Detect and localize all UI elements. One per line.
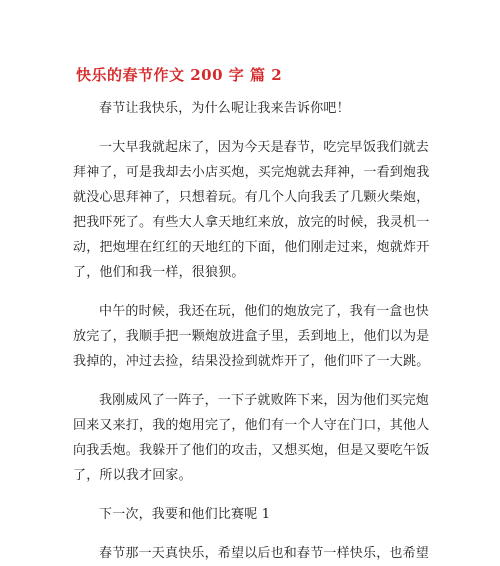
text-line: 拜神了，可是我却去小店买炮，买完炮就去拜神，一看到炮我 (73, 165, 430, 180)
text-line: 中午的时候，我还在玩，他们的炮放完了，我有一盒也快 (99, 304, 430, 319)
text-line: 放完了，我顺手把一颗炮放进盒子里，丢到地上，他们以为是 (73, 329, 430, 344)
text-line: 回来又来打，我的炮用完了，他们有一个人守在门口，其他人 (73, 418, 430, 433)
paragraph (73, 388, 429, 488)
text-line: 动，把炮埋在红红的天地红的下面，他们刚走过来，炮就炸开 (73, 240, 430, 255)
paragraph (73, 502, 429, 527)
paragraph (73, 96, 429, 121)
text-line: 就没心思拜神了，只想着玩。有几个人向我丢了几颗火柴炮， (73, 190, 430, 205)
paragraph (73, 299, 429, 374)
text-line: 春节让我快乐，为什么呢让我来告诉你吧！ (99, 101, 350, 116)
text-line: 了，所以我才回家。 (73, 468, 192, 483)
essay-body (73, 96, 429, 566)
text-line: 我掉的，冲过去捡，结果没捡到就炸开了，他们吓了一大跳。 (73, 354, 430, 369)
paragraph (73, 135, 429, 285)
text-line: 一大早我就起床了，因为今天是春节，吃完早饭我们就去 (99, 140, 430, 155)
text-line: 春节那一天真快乐，希望以后也和春节一样快乐，也希望 (99, 546, 430, 561)
text-line: 了，他们和我一样，很狼狈。 (73, 265, 245, 280)
text-line: 向我丢炮。我躲开了他们的攻击，又想买炮，但是又要吃午饭 (73, 443, 430, 458)
text-line: 我刚威风了一阵子，一下子就败阵下来，因为他们买完炮 (99, 393, 430, 408)
essay-title: 快乐的春节作文 200 字 篇 2 (76, 66, 283, 84)
text-line: 下一次，我要和他们比赛呢 1 (99, 507, 271, 522)
paragraph (73, 541, 429, 566)
text-line: 把我吓死了。有些大人拿天地红来放，放完的时候，我灵机一 (73, 215, 430, 230)
